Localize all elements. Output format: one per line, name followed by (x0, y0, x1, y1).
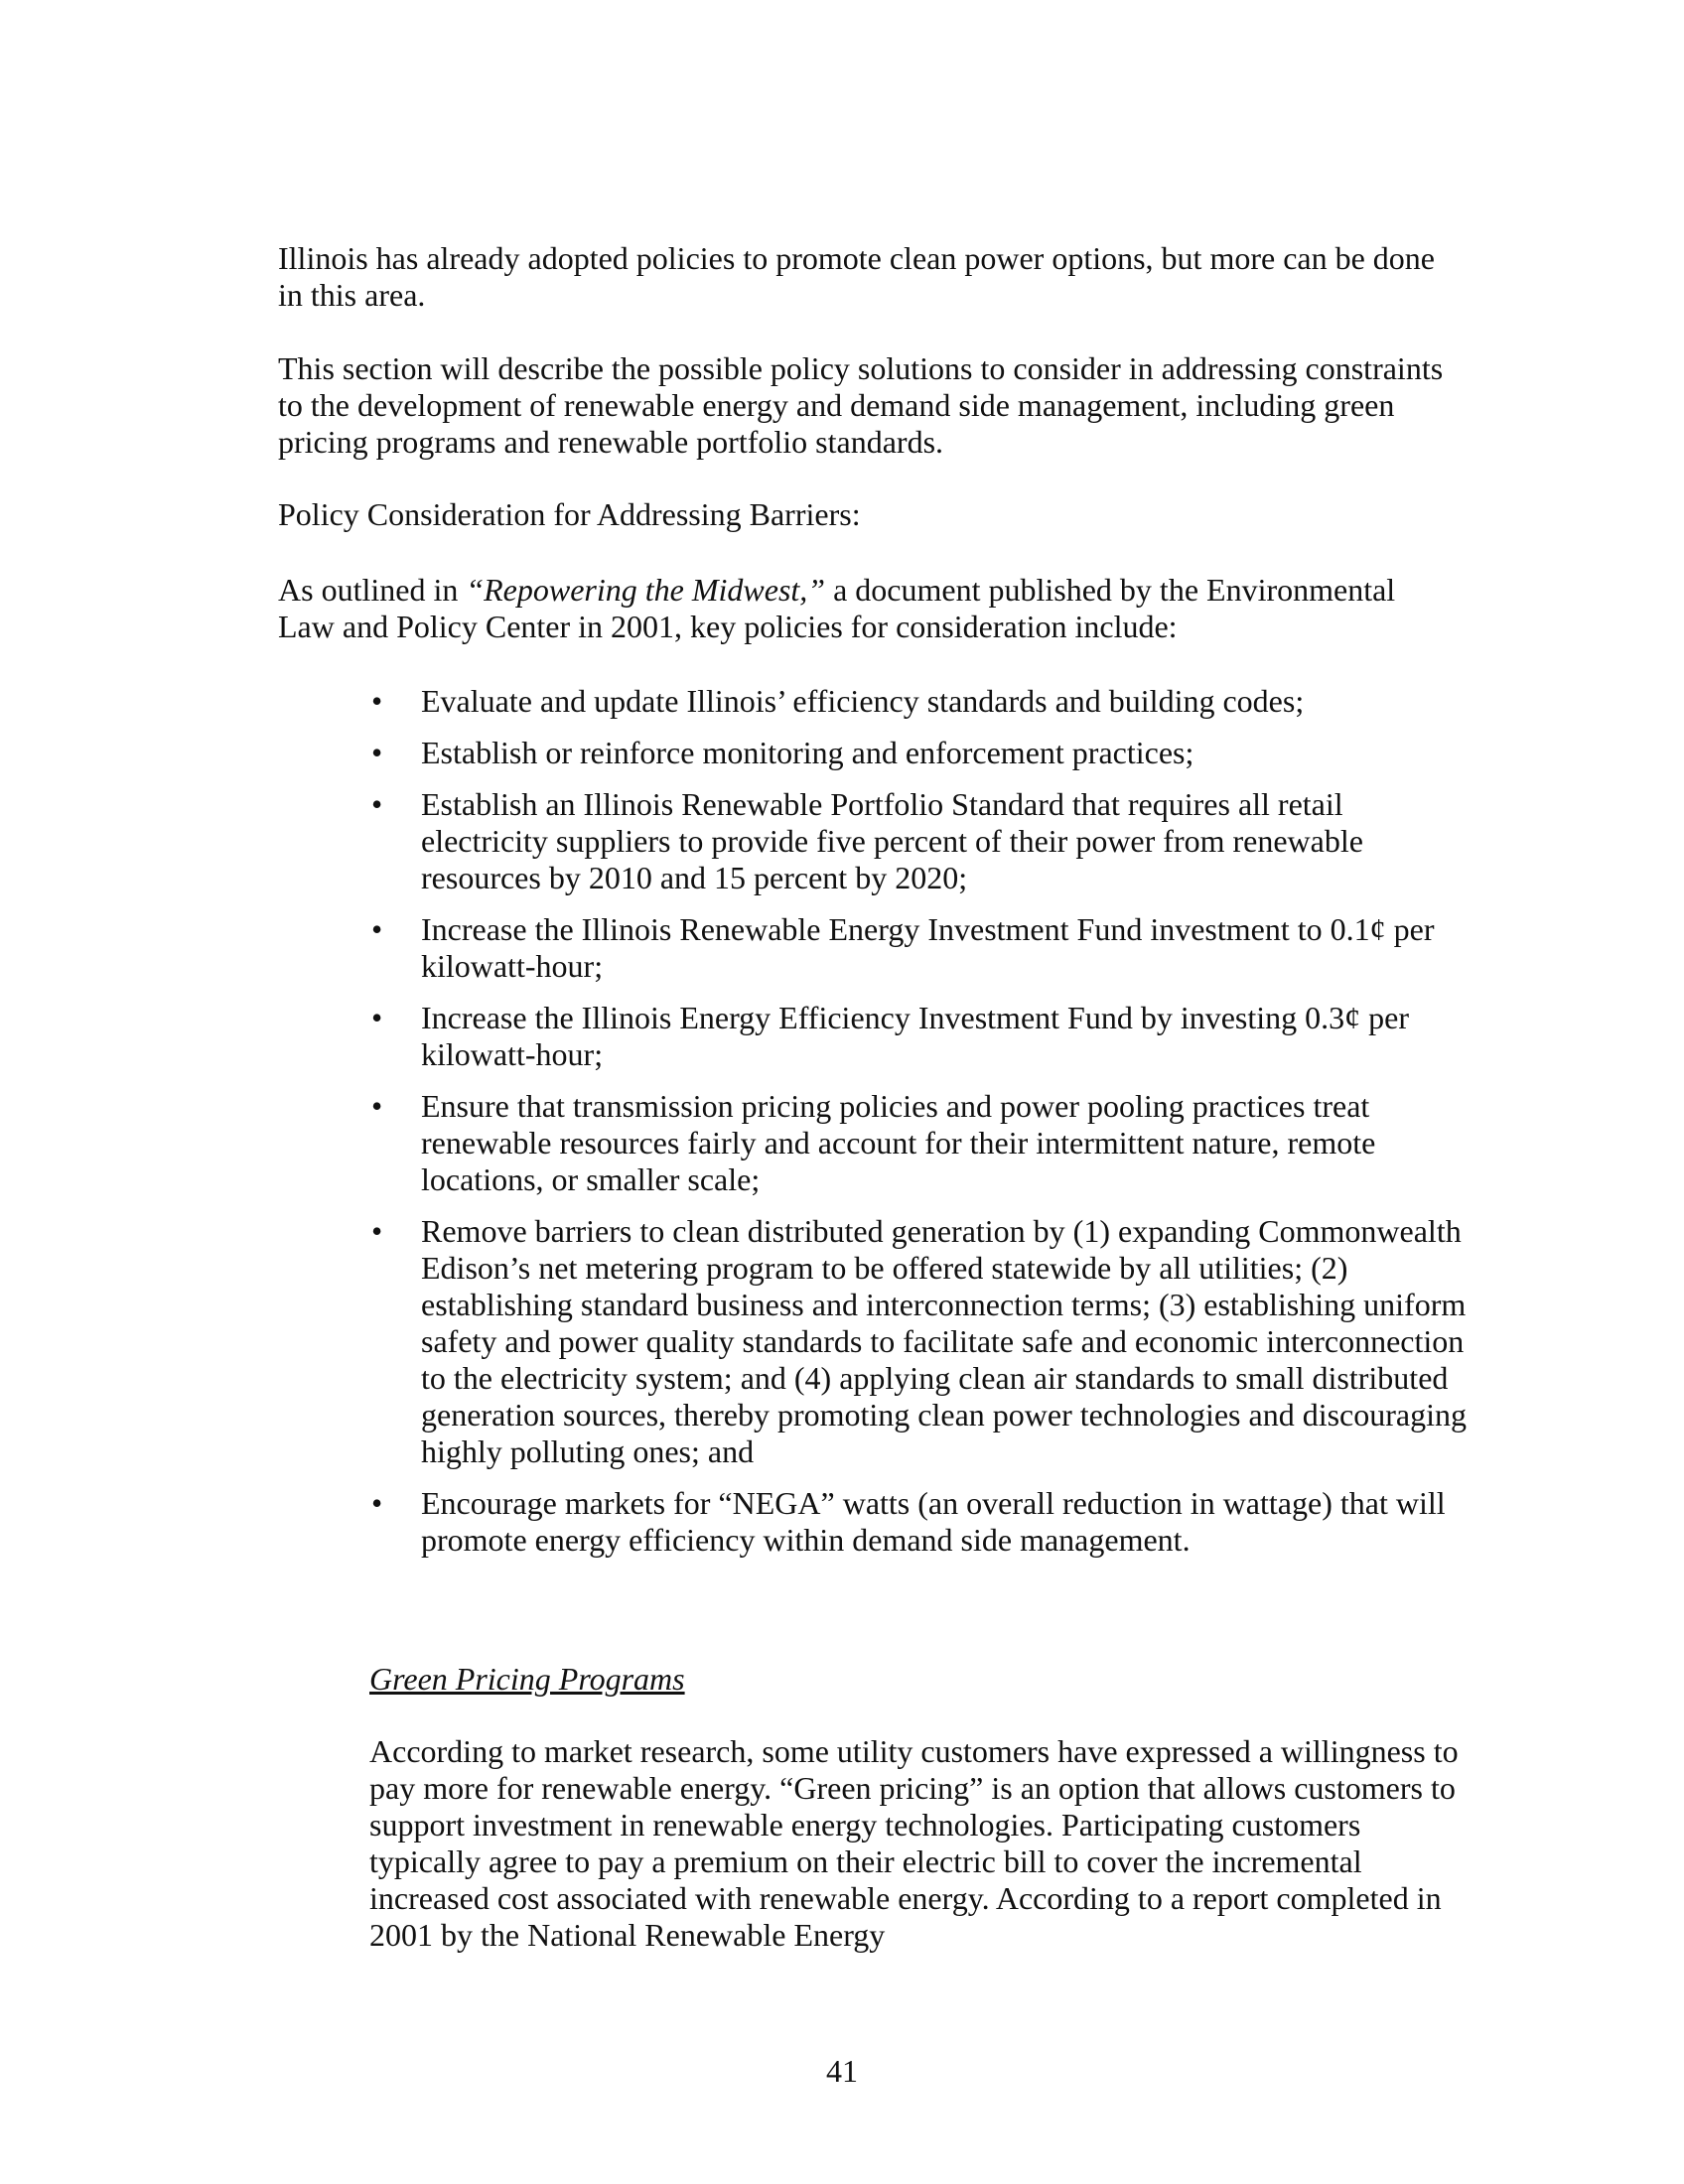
outlined-suffix: a document published by the Environmental Law and Policy Center in 2001, key policies for consideration include: (278, 572, 1396, 644)
outlined-prefix: As outlined in (278, 572, 467, 608)
section-heading-green-pricing: Green Pricing Programs (369, 1661, 685, 1697)
list-item (369, 735, 1472, 771)
list-item (369, 1485, 1472, 1559)
list-item (369, 786, 1472, 896)
intro-paragraph-1: Illinois has already adopted policies to promote clean power options, but more can be done in this area. (278, 240, 1435, 313)
section-heading-barriers: Policy Consideration for Addressing Barriers: (278, 496, 861, 532)
list-item-text: Increase the Illinois Renewable Energy Investment Fund investment to 0.1¢ per kilowatt-hour; (421, 911, 1435, 984)
list-item (369, 911, 1472, 985)
list-item-text: Establish an Illinois Renewable Portfolio Standard that requires all retail electricity suppliers to provide five percent of their power from renewable resources by 2010 and 15 percent by 2020; (421, 786, 1363, 895)
list-item-text: Evaluate and update Illinois’ efficiency standards and building codes; (421, 683, 1305, 719)
list-item (369, 1000, 1472, 1073)
list-item (369, 1213, 1472, 1470)
bullet-icon: • (371, 683, 383, 719)
page-number: 41 (826, 2053, 858, 2089)
outlined-paragraph (278, 572, 1450, 645)
bullet-icon: • (371, 1000, 383, 1035)
bullet-icon: • (371, 1213, 383, 1249)
intro-paragraph-2: This section will describe the possible policy solutions to consider in addressing constraints to the development of renewable energy and demand side management, including green pricing programs and renewable portfolio standards. (278, 350, 1444, 460)
list-item (369, 1088, 1472, 1198)
document-title-reference: “Repowering the Midwest,” (466, 572, 826, 608)
bullet-icon: • (371, 786, 383, 822)
bullet-icon: • (371, 1485, 383, 1521)
list-item-text: Encourage markets for “NEGA” watts (an overall reduction in wattage) that will promote energy efficiency within demand side management. (421, 1485, 1446, 1558)
list-item-text: Increase the Illinois Energy Efficiency Investment Fund by investing 0.3¢ per kilowatt-hour; (421, 1000, 1410, 1072)
list-item-text: Remove barriers to clean distributed generation by (1) expanding Commonwealth Edison’s net metering program to be offered statewide by all utilities; (2) establishing standard business and interconnection terms; (3) establishing uniform safety and power quality standards to facilitate safe and economic interconnection to the electricity system; and (4) applying clean air standards to small distributed generation sources, thereby promoting clean power technologies and discouraging highly polluting ones; and (421, 1213, 1467, 1469)
list-item (369, 683, 1472, 720)
list-item-text: Establish or reinforce monitoring and enforcement practices; (421, 735, 1194, 770)
bullet-icon: • (371, 735, 383, 770)
bullet-icon: • (371, 911, 383, 947)
policy-bullet-list (369, 683, 1472, 1573)
list-item-text: Ensure that transmission pricing policies and power pooling practices treat renewable resources fairly and account for their intermittent nature, remote locations, or smaller scale; (421, 1088, 1376, 1197)
bullet-icon: • (371, 1088, 383, 1124)
green-pricing-paragraph: According to market research, some utility customers have expressed a willingness to pay more for renewable energy. “Green pricing” is an option that allows customers to support investment in renewable energy technologies. Participating customers typically agree to pay a premium on their electric bill to cover the incremental increased cost associated with renewable energy. According to a report completed in 2001 by the National Renewable Energy (369, 1733, 1459, 1953)
